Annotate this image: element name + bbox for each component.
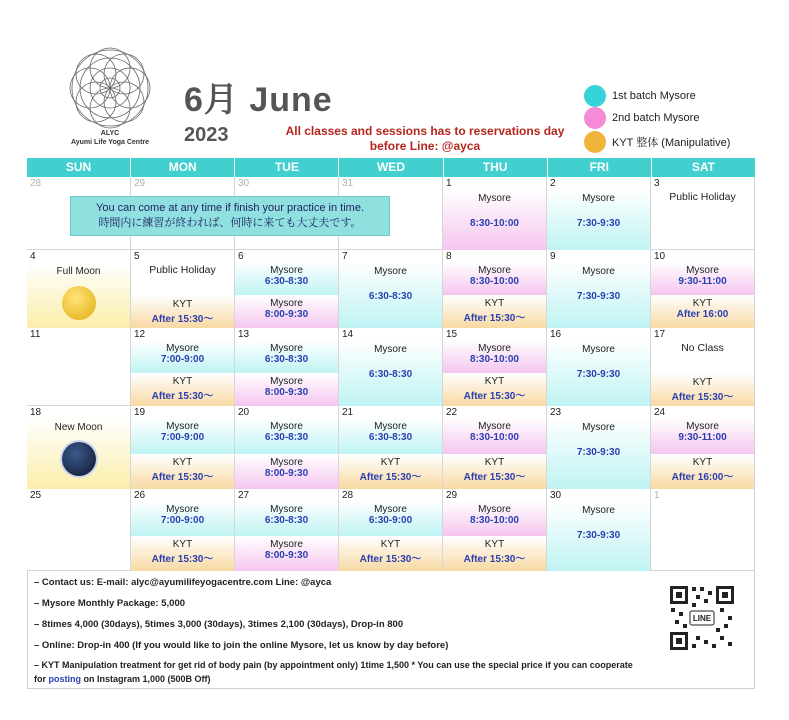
class-slot <box>547 501 650 571</box>
class-slot <box>443 262 546 295</box>
class-slot <box>443 189 546 250</box>
day-cell <box>27 328 131 406</box>
day-cell <box>131 250 235 328</box>
day-cell <box>235 489 339 571</box>
kyt-line: – KYT Manipulation treatment for get rid of body pain (by appointment only) 1time 1,500 * You can use the special price if you can cooperate <box>34 660 633 670</box>
logo-name: ALYC <box>100 130 120 137</box>
legend-label: KYT 整体 (Manipulative) <box>612 137 731 149</box>
date-number: 2 <box>550 178 556 189</box>
class-time: After 16:00 <box>676 309 729 320</box>
legend-label: 2nd batch Mysore <box>612 112 700 124</box>
class-label: KYT <box>380 539 401 550</box>
weekday-fri: FRI <box>548 158 652 177</box>
class-label: Mysore <box>582 422 615 433</box>
date-number: 31 <box>342 178 354 189</box>
date-number: 5 <box>134 251 140 262</box>
class-time: After 15:30〜 <box>463 471 526 483</box>
legend-label: 1st batch Mysore <box>612 90 696 102</box>
day-cell <box>547 328 651 406</box>
class-time: 7:00-9:00 <box>160 354 205 365</box>
class-slot <box>235 373 338 406</box>
day-cell <box>651 328 755 406</box>
class-time: After 15:30〜 <box>359 471 422 483</box>
pricing-line: – 8times 4,000 (30days), 5times 3,000 (30days), 3times 2,100 (30days), Drop-in 800 <box>34 619 404 630</box>
orange-dot-icon <box>584 131 606 153</box>
class-time: 8:30-10:00 <box>470 276 519 287</box>
date-number: 16 <box>550 329 562 340</box>
class-slot <box>443 295 546 328</box>
class-slot <box>131 454 234 490</box>
class-time: 6:30-8:30 <box>264 432 309 443</box>
class-slot <box>443 454 546 490</box>
class-label: KYT <box>692 377 713 388</box>
day-cell <box>27 250 131 328</box>
class-label: Mysore <box>270 456 303 468</box>
class-time: 7:00-9:00 <box>160 432 205 443</box>
class-time: 7:30-9:30 <box>576 369 621 380</box>
class-label: Mysore <box>166 504 199 515</box>
class-time: 8:00-9:30 <box>264 550 309 561</box>
day-cell <box>443 177 547 250</box>
day-cell <box>131 328 235 406</box>
class-slot <box>651 373 754 406</box>
kyt-text-b: on Instagram 1,000 (500B Off) <box>81 674 211 684</box>
day-cell <box>235 406 339 489</box>
day-cell <box>651 250 755 328</box>
class-time: After 15:30〜 <box>463 554 526 565</box>
class-label: KYT <box>692 456 713 468</box>
class-slot <box>235 418 338 454</box>
class-slot <box>131 340 234 373</box>
weekday-sat: SAT <box>691 160 715 174</box>
class-time: 8:00-9:30 <box>264 309 309 320</box>
class-slot <box>339 418 442 454</box>
date-number: 30 <box>550 490 562 501</box>
class-label: Mysore <box>582 344 615 355</box>
date-number: 29 <box>446 490 458 501</box>
class-slot <box>131 418 234 454</box>
class-label: Mysore <box>582 505 615 516</box>
date-number: 13 <box>238 329 250 340</box>
date-number: 28 <box>30 178 42 189</box>
class-slot <box>235 262 338 295</box>
footer-info <box>27 571 755 689</box>
new-moon-icon <box>62 442 96 476</box>
date-number: 3 <box>654 178 660 189</box>
class-slot <box>547 189 650 250</box>
date-number: 15 <box>446 329 458 340</box>
class-time: 6:30-9:00 <box>368 515 413 526</box>
day-cell <box>131 489 235 571</box>
class-slot <box>339 262 442 328</box>
day-cell <box>443 489 547 571</box>
date-number: 8 <box>446 251 452 262</box>
date-number: 29 <box>134 178 146 189</box>
class-time: After 15:30〜 <box>151 554 214 565</box>
class-time: After 15:30〜 <box>151 314 214 325</box>
class-label: KYT <box>484 376 505 387</box>
class-slot <box>131 295 234 328</box>
day-cell <box>443 328 547 406</box>
class-slot <box>131 501 234 536</box>
pink-dot-icon <box>584 107 606 129</box>
cyan-dot-icon <box>584 85 606 107</box>
class-slot <box>443 536 546 571</box>
package-line: – Mysore Monthly Package: 5,000 <box>34 598 186 609</box>
day-note: Public Holiday <box>669 191 736 203</box>
date-number: 27 <box>238 490 250 501</box>
date-number: 11 <box>30 329 41 340</box>
class-label: Mysore <box>374 266 407 277</box>
class-label: Mysore <box>686 265 719 276</box>
date-number: 6 <box>238 251 244 262</box>
reservation-notice: All classes and sessions has to reservations day before Line: @ayca <box>285 124 565 153</box>
weekday-header <box>27 158 755 177</box>
class-label: Mysore <box>166 421 199 432</box>
day-cell <box>547 177 651 250</box>
class-label: KYT <box>484 456 505 468</box>
day-cell <box>339 489 443 571</box>
date-number: 18 <box>30 407 42 418</box>
date-number: 7 <box>342 251 348 262</box>
contact-line: – Contact us: E-mail: alyc@ayumilifeyogacentre.com Line: @ayca <box>34 577 332 588</box>
class-label: Mysore <box>478 343 511 354</box>
class-slot <box>235 454 338 490</box>
day-cell <box>27 489 131 571</box>
day-cell <box>443 250 547 328</box>
class-slot <box>235 340 338 373</box>
day-note: Full Moon <box>56 266 101 277</box>
class-time: 8:30-10:00 <box>470 218 519 229</box>
class-label: Mysore <box>166 343 199 354</box>
date-number: 30 <box>238 178 250 189</box>
date-number: 1 <box>654 490 660 501</box>
class-time: 9:30-11:00 <box>678 432 727 443</box>
date-number: 28 <box>342 490 354 501</box>
class-slot <box>339 501 442 536</box>
day-cell <box>131 406 235 489</box>
class-slot <box>235 295 338 328</box>
day-cell <box>235 250 339 328</box>
class-time: After 15:30〜 <box>671 392 734 403</box>
class-time: 6:30-8:30 <box>368 291 413 302</box>
class-label: KYT <box>484 298 505 309</box>
weekday-tue: TUE <box>235 158 339 177</box>
class-time: 6:30-8:30 <box>264 515 309 526</box>
class-slot <box>443 501 546 536</box>
class-slot <box>131 536 234 571</box>
class-time: After 15:30〜 <box>359 554 422 565</box>
class-label: Mysore <box>270 298 303 309</box>
qr-code-icon <box>668 584 736 652</box>
day-note: New Moon <box>54 422 103 433</box>
class-slot <box>443 340 546 373</box>
class-time: After 16:00〜 <box>671 471 734 483</box>
class-label: Mysore <box>686 421 719 432</box>
day-cell <box>339 250 443 328</box>
class-label: Mysore <box>374 504 407 515</box>
class-label: KYT <box>172 539 193 550</box>
class-slot <box>651 262 754 295</box>
legend-item-first-batch <box>584 86 696 106</box>
kyt-text-a: for <box>34 674 49 684</box>
class-time: After 15:30〜 <box>151 391 214 402</box>
logo-subtitle: Ayumi Life Yoga Centre <box>70 139 150 146</box>
online-line: – Online: Drop-in 400 (If you would like to join the online Mysore, let us know by day before) <box>34 640 449 651</box>
day-cell <box>651 177 755 250</box>
class-slot <box>443 373 546 406</box>
class-time: 8:00-9:30 <box>264 467 309 479</box>
page-title: 6月 June <box>184 81 333 119</box>
weekday-thu: THU <box>444 158 548 177</box>
class-time: 7:00-9:00 <box>160 515 205 526</box>
class-time: 6:30-8:30 <box>368 369 413 380</box>
class-label: KYT <box>172 299 193 310</box>
class-time: 9:30-11:00 <box>678 276 727 287</box>
class-time: 7:30-9:30 <box>576 218 621 229</box>
date-number: 24 <box>654 407 666 418</box>
class-label: Mysore <box>478 265 511 276</box>
class-slot <box>443 418 546 454</box>
day-cell <box>547 250 651 328</box>
class-time: 6:30-8:30 <box>264 354 309 365</box>
day-cell <box>547 489 651 571</box>
class-label: KYT <box>692 298 713 309</box>
class-label: KYT <box>484 539 505 550</box>
date-number: 14 <box>342 329 354 340</box>
date-number: 9 <box>550 251 556 262</box>
class-slot <box>651 454 754 490</box>
class-label: Mysore <box>270 539 303 550</box>
tip-english: You can come at any time if finish your practice in time. <box>96 202 364 214</box>
class-time: 8:30-10:00 <box>470 515 519 526</box>
practice-tip <box>70 196 390 236</box>
date-number: 10 <box>654 251 666 262</box>
legend-item-second-batch <box>584 108 699 128</box>
line-qr-code[interactable] <box>668 584 736 652</box>
date-number: 20 <box>238 407 250 418</box>
class-label: Mysore <box>374 344 407 355</box>
full-moon-icon <box>62 286 96 320</box>
weekday-sun: SUN <box>27 158 131 177</box>
class-label: Mysore <box>270 421 303 432</box>
class-time: After 15:30〜 <box>463 313 526 324</box>
class-slot <box>339 454 442 490</box>
day-cell <box>339 406 443 489</box>
date-number: 4 <box>30 251 36 262</box>
day-cell <box>651 489 755 571</box>
class-time: 8:30-10:00 <box>470 432 519 443</box>
class-time: After 15:30〜 <box>463 391 526 402</box>
class-label: KYT <box>172 376 193 387</box>
class-slot <box>547 418 650 489</box>
weekday-wed: WED <box>339 158 443 177</box>
class-time: 7:30-9:30 <box>576 447 621 458</box>
class-slot <box>547 340 650 406</box>
date-number: 1 <box>446 178 452 189</box>
class-label: Mysore <box>374 421 407 432</box>
class-slot <box>131 373 234 406</box>
date-number: 25 <box>30 490 42 501</box>
class-time: After 15:30〜 <box>151 471 214 483</box>
day-note: Public Holiday <box>131 262 234 295</box>
day-cell <box>443 406 547 489</box>
day-cell <box>651 406 755 489</box>
class-label: Mysore <box>478 193 511 204</box>
class-time: 7:30-9:30 <box>576 530 621 541</box>
class-label: Mysore <box>478 504 511 515</box>
legend-item-kyt <box>584 132 730 152</box>
date-number: 22 <box>446 407 458 418</box>
day-cell <box>27 406 131 489</box>
class-label: Mysore <box>270 504 303 515</box>
class-label: Mysore <box>270 376 303 387</box>
class-slot <box>235 536 338 571</box>
class-time: 6:30-8:30 <box>368 432 413 443</box>
posting-link[interactable]: posting <box>48 674 81 684</box>
class-slot <box>547 262 650 328</box>
class-label: KYT <box>172 456 193 468</box>
tip-japanese: 時間内に練習が終われば、何時に来ても大丈夫です。 <box>98 217 362 229</box>
day-cell <box>339 328 443 406</box>
weekday-mon: MON <box>131 158 235 177</box>
class-label: Mysore <box>270 265 303 276</box>
kyt-line-2 <box>34 674 211 684</box>
date-number: 21 <box>342 407 354 418</box>
class-time: 8:00-9:30 <box>264 387 309 398</box>
class-slot <box>651 295 754 328</box>
class-time: 8:30-10:00 <box>470 354 519 365</box>
class-label: KYT <box>380 456 401 468</box>
class-time: 6:30-8:30 <box>264 276 309 287</box>
class-label: Mysore <box>478 421 511 432</box>
date-number: 26 <box>134 490 146 501</box>
qr-label: LINE <box>692 614 712 623</box>
date-number: 17 <box>654 329 666 340</box>
date-number: 23 <box>550 407 562 418</box>
class-label: Mysore <box>582 266 615 277</box>
class-slot <box>651 418 754 454</box>
class-label: Mysore <box>270 343 303 354</box>
class-slot <box>235 501 338 536</box>
class-slot <box>339 340 442 406</box>
date-number: 12 <box>134 329 146 340</box>
day-note: No Class <box>651 340 754 373</box>
year-label: 2023 <box>184 124 229 146</box>
class-slot <box>339 536 442 571</box>
day-cell <box>235 328 339 406</box>
day-cell <box>547 406 651 489</box>
class-time: 7:30-9:30 <box>576 291 621 302</box>
date-number: 19 <box>134 407 146 418</box>
class-label: Mysore <box>582 193 615 204</box>
